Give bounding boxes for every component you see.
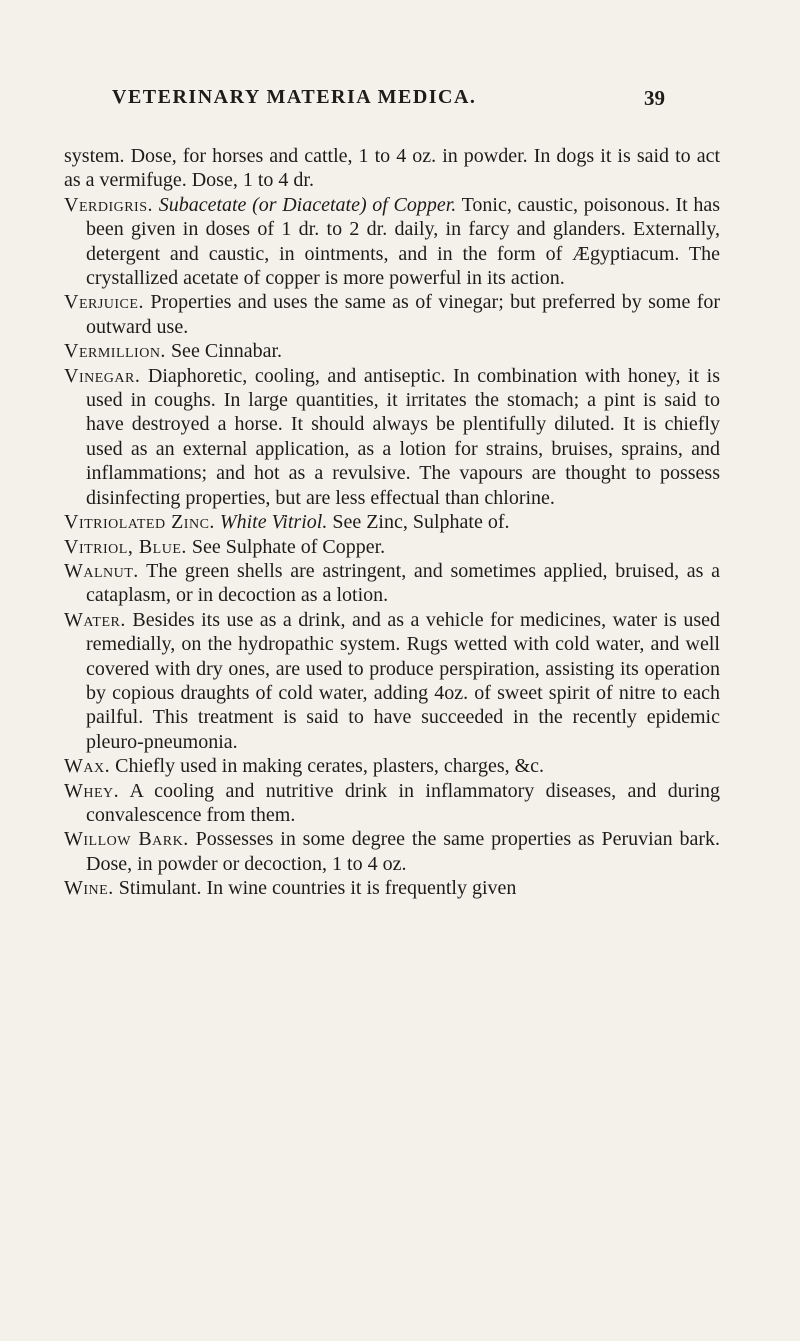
entry-vermillion xyxy=(64,339,720,363)
entry-text: See Zinc, Sulphate of. xyxy=(332,511,510,534)
running-title: VETERINARY MATERIA MEDICA. xyxy=(112,86,477,108)
entry-wax xyxy=(64,754,720,778)
entry-text: system. Dose, for horses and cattle, 1 to 4 oz. in powder. In dogs it is said to act as a vermifuge. Dose, 1 to 4 dr. xyxy=(64,145,720,192)
entry-verdigris xyxy=(64,193,720,291)
entry-head: Whey. xyxy=(64,779,120,802)
entry-text: See Cinnabar. xyxy=(170,340,283,363)
entry-head: Vitriol, Blue. xyxy=(64,535,187,558)
entry-text: The green shells are astringent, and sometimes applied, bruised, as a cataplasm, or in decoction as a lotion. xyxy=(86,559,720,607)
entry-head: Walnut. xyxy=(64,559,139,582)
page-number: 39 xyxy=(644,86,665,110)
entry-head: Vinegar. xyxy=(64,364,141,387)
entry-head: Vermillion. xyxy=(64,340,166,363)
entry-water xyxy=(64,608,720,754)
entry-vinegar xyxy=(64,364,720,510)
entry-text: Tonic, caustic, poisonous. It has been given in doses of 1 dr. to 2 dr. daily, in farcy and glanders. Externally, detergent and caustic, in ointments, and in the form of Ægyptiacum. The crystallized acetate of copper is more powerful in its action. xyxy=(86,193,721,290)
entry-head: Wine. xyxy=(64,877,114,900)
entry-wine xyxy=(64,876,720,900)
entry-italic: Subacetate (or Diacetate) of Copper. xyxy=(158,193,457,216)
entry-whey xyxy=(64,779,720,828)
entry-text: Besides its use as a drink, and as a vehicle for medicines, water is used remedially, on the hydropathic system. Rugs wetted with cold water, and well covered with dry ones, are used to produce perspiration, assisting its operation by copious draughts of cold water, adding 4oz. of sweet spirit of nitre to each pailful. This treatment is said to have succeeded in the recently epidemic pleuro-pneumonia. xyxy=(86,608,720,753)
entry-walnut xyxy=(64,559,720,608)
entry-head: Verdigris. xyxy=(64,193,154,216)
entry-italic: White Vitriol. xyxy=(219,511,328,534)
entry-head: Willow Bark. xyxy=(64,828,189,851)
entry-willow-bark xyxy=(64,827,720,876)
entry-text: Stimulant. In wine countries it is frequently given xyxy=(118,877,517,900)
running-header xyxy=(0,86,800,120)
entry-text: A cooling and nutritive drink in inflammatory diseases, and during convalescence from them. xyxy=(86,779,721,826)
entry-head: Verjuice. xyxy=(64,291,144,314)
entry-head: Wax. xyxy=(64,755,111,778)
entry-text: See Sulphate of Copper. xyxy=(191,535,386,558)
page-body xyxy=(64,144,720,901)
entry-text: Chiefly used in making cerates, plasters, charges, &c. xyxy=(115,755,545,778)
entry-text: Diaphoretic, cooling, and antiseptic. In combination with honey, it is used in coughs. In large quantities, it irritates the stomach; a pint is said to have destroyed a horse. It should always be plentifully diluted. It is chiefly used as an external application, as a lotion for strains, bruises, sprains, and inflammations; and hot as a revulsive. The vapours are thought to possess disinfecting properties, but are less effectual than chlorine. xyxy=(86,364,721,509)
entry-vitriol-blue xyxy=(64,535,720,559)
entry-text: Properties and uses the same as of vinegar; but preferred by some for outward use. xyxy=(86,291,721,338)
entry-vitriolated-zinc xyxy=(64,510,720,534)
entry-head: Water. xyxy=(64,608,126,631)
continued-paragraph xyxy=(64,144,720,193)
entry-text: Possesses in some degree the same properties as Peruvian bark. Dose, in powder or decoction, 1 to 4 oz. xyxy=(86,828,721,875)
entry-verjuice xyxy=(64,290,720,339)
entry-head: Vitriolated Zinc. xyxy=(64,511,215,534)
